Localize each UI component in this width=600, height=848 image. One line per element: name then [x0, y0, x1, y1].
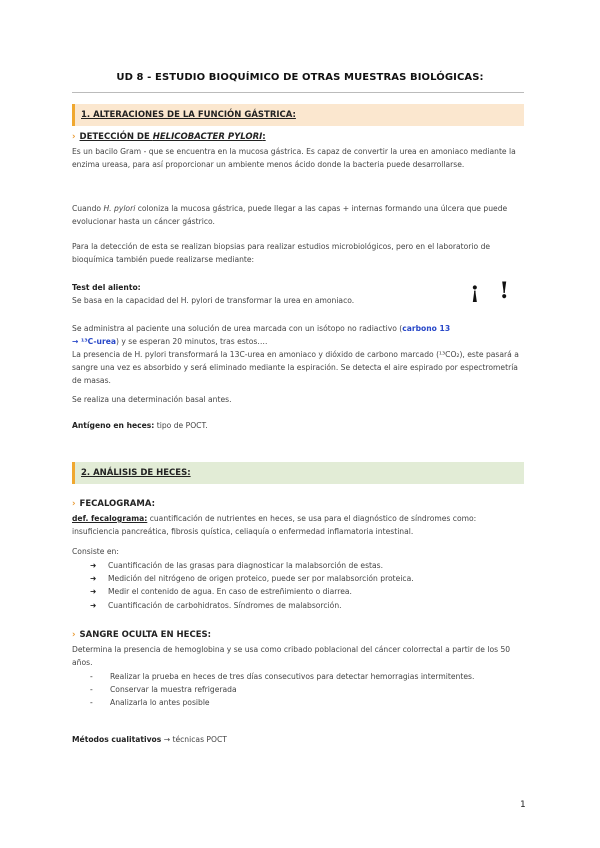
dash-marker: - [90, 698, 93, 708]
subheading-fecalograma: › FECALOGRAMA: [72, 499, 155, 509]
paragraph-administration: Se administra al paciente una solución de urea marcada con un isótopo no radiactivo (carbono 13 → ¹³C-urea) y se esperan 20 minutos, tras estos…. [72, 324, 451, 347]
sangre-list [90, 670, 520, 710]
paragraph-presence: La presencia de H. pylori transformará la 13C-urea en amoniaco y dióxido de carbono marcado (¹³CO₂), este pasará a sangre una vez es absorbido y será eliminado mediante la espiración. Se detecta el aire espirado por espectrometría de masas. [72, 350, 519, 386]
paragraph-metodos: Métodos cualitativos → técnicas POCT [72, 735, 227, 744]
chevron-right-icon: › [72, 499, 76, 509]
list-item: ➜ Cuantificación de carbohidratos. Síndromes de malabsorción. [90, 599, 520, 612]
paragraph-detection: Para la detección de esta se realizan biopsias para realizar estudios microbiológicos, pero en el laboratorio de bioquímica también puede realizarse mediante: [72, 242, 491, 265]
list-item: - Realizar la prueba en heces de tres días consecutivos para detectar hemorragias intermitentes. [90, 670, 520, 683]
section-heading-heces: 2. ANÁLISIS DE HECES: [72, 462, 524, 484]
list-item: - Analizarla lo antes posible [90, 696, 520, 709]
list-item: ➜ Medición del nitrógeno de origen proteico, puede ser por malabsorción proteica. [90, 572, 520, 585]
exclamation-marks: ¡ ! [470, 278, 515, 304]
paragraph-definition: def. fecalograma: cuantificación de nutrientes en heces, se usa para el diagnóstico de síndromes como: insuficiencia pancreática, fibrosis quística, celiaquía o enfermedad inflamatoria intestinal. [72, 514, 477, 537]
test-aliento-block [72, 281, 524, 307]
paragraph-bacilo: Es un bacilo Gram - que se encuentra en la mucosa gástrica. Es capaz de convertir la urea en amoniaco mediante la enzima ureasa, para así proporcionar un ambiente menos ácido donde la bacteria puede desarrollarse. [72, 147, 516, 170]
paragraph-colonization: Cuando H. pylori coloniza la mucosa gástrica, puede llegar a las capas + internas formando una úlcera que puede evolucionar hasta un cáncer gástrico. [72, 204, 508, 227]
carbono-13-highlight: carbono 13 [402, 324, 451, 333]
list-item: - Conservar la muestra refrigerada [90, 683, 520, 696]
list-item: ➜ Cuantificación de las grasas para diagnosticar la malabsorción de estas. [90, 559, 520, 572]
test-aliento-label: Test del aliento: [72, 283, 141, 292]
page-number: 1 [520, 800, 526, 810]
chevron-right-icon: › [72, 630, 76, 640]
dash-marker: - [90, 672, 93, 681]
arrow-right-icon: ➜ [90, 561, 97, 570]
title-divider [72, 92, 524, 93]
page-title: UD 8 - ESTUDIO BIOQUÍMICO DE OTRAS MUESTRAS BIOLÓGICAS: [116, 72, 484, 83]
paragraph-sangre: Determina la presencia de hemoglobina y se usa como cribado poblacional del cáncer colorrectal a partir de los 50 años. [72, 645, 511, 668]
consiste-label: Consiste en: [72, 547, 119, 556]
section-heading-gastric: 1. ALTERACIONES DE LA FUNCIÓN GÁSTRICA: [72, 104, 524, 126]
dash-marker: - [90, 685, 93, 695]
subheading-text: DETECCIÓN DE HELICOBACTER PYLORI: [79, 132, 266, 142]
chevron-right-icon: › [72, 132, 76, 142]
c13-urea-highlight: → ¹³C-urea [72, 337, 116, 347]
fecalograma-list [90, 559, 520, 612]
arrow-right-icon: ➜ [90, 574, 97, 584]
list-item: ➜ Medir el contenido de agua. En caso de estreñimiento o diarrea. [90, 585, 520, 598]
test-aliento-text: Se basa en la capacidad del H. pylori de transformar la urea en amoniaco. [72, 296, 355, 306]
subheading-sangre-oculta: › SANGRE OCULTA EN HECES: [72, 630, 212, 640]
paragraph-antigen: Antígeno en heces: tipo de POCT. [72, 421, 208, 430]
arrow-right-icon: ➜ [90, 600, 97, 610]
subheading-helicobacter [72, 132, 266, 142]
paragraph-basal: Se realiza una determinación basal antes. [72, 395, 232, 404]
arrow-right-icon: ➜ [90, 587, 97, 597]
